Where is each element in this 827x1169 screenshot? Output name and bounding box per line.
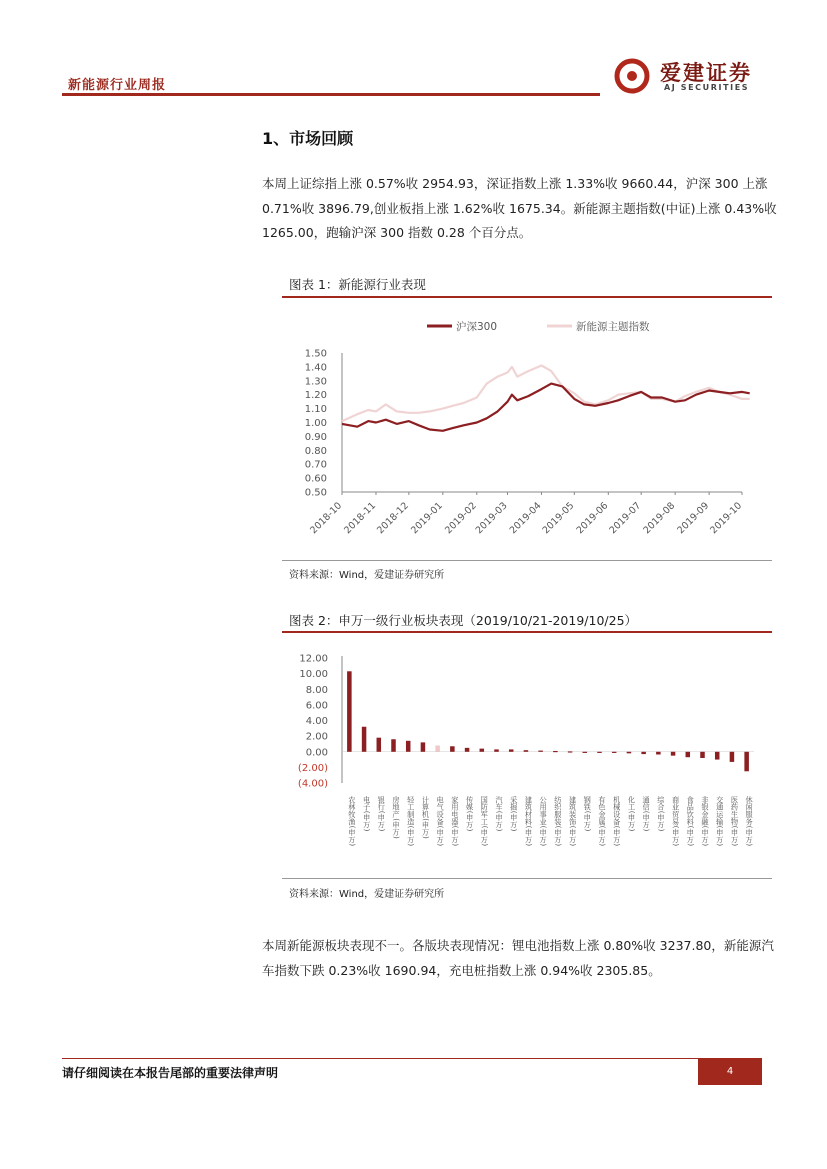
- x-category-label: 机械设备(申万): [612, 796, 622, 847]
- x-category-label: 家用电器(申万): [450, 796, 460, 847]
- bar: [612, 752, 617, 753]
- x-tick-label: 2018-12: [375, 500, 411, 537]
- x-category-label: 轻工制造(申万): [406, 796, 416, 847]
- x-category-label: 非银金融(申万): [701, 796, 710, 847]
- bar: [568, 751, 573, 752]
- x-category-label: 交通运输(申万): [715, 796, 725, 847]
- x-category-label: 休闲服务(申万): [745, 796, 755, 847]
- bar: [686, 752, 691, 757]
- bar: [671, 752, 676, 756]
- x-category-label: 电气设备(申万): [436, 796, 446, 847]
- x-category-label: 房地产(申万): [392, 796, 401, 840]
- bar: [553, 751, 558, 752]
- x-tick-label: 2019-08: [641, 500, 678, 537]
- y-tick-label: 0.80: [304, 445, 327, 457]
- x-category-label: 医药生物(申万): [730, 796, 740, 847]
- x-category-label: 国防军工(申万): [480, 796, 490, 847]
- y-tick-label: 1.10: [304, 404, 327, 416]
- series-line: [342, 384, 750, 431]
- section-title: 1、市场回顾: [262, 129, 354, 148]
- bar: [362, 727, 367, 752]
- logo-text-en: AJ SECURITIES: [664, 83, 750, 92]
- y-tick-label: 0.50: [304, 487, 327, 499]
- x-category-label: 食品饮料(申万): [686, 796, 696, 847]
- market-review-paragraph: 本周上证综指上涨 0.57%收 2954.93，深证指数上涨 1.33%收 9660.44，沪深 300 上涨 0.71%收 3896.79,创业板指上涨 1.62%收 1675.34。新能源主题指数(中证)上涨 0.43%收 1265.00，跑输沪深 300 指数 0.28 个百分点。: [262, 176, 777, 240]
- x-tick-label: 2018-11: [342, 500, 379, 537]
- x-category-label: 计算机(申万): [421, 796, 431, 840]
- legend-label: 新能源主题指数: [576, 321, 650, 333]
- bar: [391, 739, 396, 752]
- bar: [538, 751, 543, 752]
- bar: [494, 749, 499, 751]
- x-category-label: 化工(申万): [627, 796, 637, 832]
- bar: [421, 742, 426, 751]
- x-category-label: 农林牧渔(申万): [347, 796, 357, 847]
- y-tick-label: 12.00: [299, 653, 328, 665]
- bar: [377, 738, 382, 752]
- x-category-label: 建筑材料(申万): [524, 796, 534, 847]
- x-category-label: 有色金属(申万): [598, 796, 607, 847]
- new-energy-performance-line-chart: [282, 306, 772, 558]
- page-number: 4: [698, 1059, 762, 1085]
- bar: [406, 741, 411, 752]
- logo-text-cn: 爱建证券: [660, 61, 752, 85]
- bar: [641, 752, 646, 754]
- figure2-title: 图表 2：申万一级行业板块表现（2019/10/21-2019/10/25）: [289, 613, 638, 628]
- x-tick-label: 2019-04: [507, 500, 544, 537]
- x-tick-label: 2019-06: [574, 500, 611, 537]
- x-tick-label: 2018-10: [308, 500, 345, 537]
- bar: [347, 671, 352, 751]
- sector-performance-bar-chart: [282, 640, 772, 876]
- bar: [509, 749, 514, 751]
- report-title: 新能源行业周报: [68, 78, 167, 93]
- y-tick-label: 1.30: [304, 376, 327, 388]
- y-tick-label: (4.00): [297, 778, 328, 790]
- y-tick-label: (2.00): [297, 762, 328, 774]
- y-tick-label: 0.90: [304, 431, 327, 443]
- bar: [583, 752, 588, 753]
- y-tick-label: 1.50: [304, 348, 327, 360]
- x-category-label: 商业贸易(申万): [671, 796, 681, 847]
- x-category-label: 传媒(申万): [465, 796, 475, 832]
- figure1-title: 图表 1：新能源行业表现: [289, 277, 426, 292]
- figure2-top-rule: [282, 631, 772, 633]
- x-category-label: 汽车(申万): [495, 796, 504, 832]
- chart1-legend: [427, 320, 650, 333]
- figure2-source: 资料来源：Wind，爱建证券研究所: [289, 889, 445, 900]
- x-tick-label: 2019-05: [540, 500, 577, 537]
- y-tick-label: 1.20: [304, 390, 327, 402]
- x-tick-label: 2019-10: [708, 500, 745, 537]
- bar: [715, 752, 720, 760]
- x-category-label: 钢铁(申万): [583, 796, 593, 832]
- x-tick-label: 2019-07: [607, 500, 644, 537]
- y-tick-label: 0.00: [305, 747, 328, 759]
- bar: [450, 746, 455, 751]
- y-tick-label: 8.00: [305, 684, 328, 696]
- x-category-label: 综合(申万): [656, 796, 666, 832]
- sector-summary-paragraph: 本周新能源板块表现不一。各版块表现情况：锂电池指数上涨 0.80%收 3237.80，新能源汽车指数下跌 0.23%收 1690.94，充电桩指数上涨 0.94%收 2305.85。: [262, 938, 774, 978]
- x-tick-label: 2019-02: [443, 500, 479, 537]
- y-tick-label: 2.00: [305, 731, 328, 743]
- bar: [465, 748, 470, 752]
- bar: [656, 752, 661, 755]
- y-tick-label: 1.40: [304, 362, 327, 374]
- y-tick-label: 0.70: [304, 459, 327, 471]
- figure1-source: 资料来源：Wind，爱建证券研究所: [289, 570, 445, 581]
- x-tick-label: 2019-01: [409, 500, 445, 537]
- series-line: [342, 366, 750, 422]
- bar: [627, 752, 632, 754]
- footer-disclaimer: 请仔细阅读在本报告尾部的重要法律声明: [62, 1066, 279, 1080]
- x-category-label: 通信(申万): [642, 796, 652, 832]
- figure1-top-rule: [282, 296, 772, 298]
- x-category-label: 采掘(申万): [509, 796, 519, 832]
- y-tick-label: 1.00: [304, 418, 327, 429]
- bar: [435, 746, 440, 752]
- x-category-label: 建筑装饰(申万): [568, 796, 578, 847]
- footer-divider: [62, 1058, 762, 1059]
- bar: [744, 752, 749, 772]
- figure1-bottom-rule: [282, 560, 772, 561]
- legend-label: 沪深300: [456, 321, 498, 333]
- header-divider: [62, 93, 600, 96]
- bar: [480, 749, 485, 752]
- y-tick-label: 4.00: [305, 716, 328, 727]
- x-category-label: 银行(申万): [377, 796, 387, 832]
- bar: [524, 750, 529, 752]
- y-tick-label: 0.60: [304, 473, 327, 485]
- bar: [730, 752, 735, 762]
- x-category-label: 纺织服装(申万): [553, 796, 563, 847]
- x-category-label: 电子(申万): [362, 796, 372, 832]
- bar: [597, 752, 602, 753]
- y-tick-label: 10.00: [299, 669, 328, 681]
- x-tick-label: 2019-09: [675, 500, 712, 537]
- y-tick-label: 6.00: [305, 700, 328, 712]
- bar: [700, 752, 705, 758]
- figure2-bottom-rule: [282, 878, 772, 879]
- x-tick-label: 2019-03: [473, 500, 510, 537]
- x-category-label: 公用事业(申万): [539, 796, 549, 847]
